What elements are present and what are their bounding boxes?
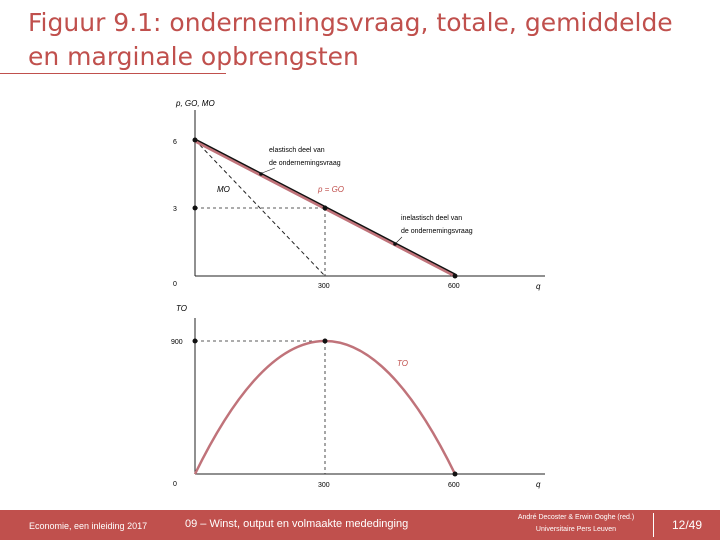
footer-authors-line1: André Decoster & Erwin Ooghe (red.) (517, 514, 635, 521)
point-max (323, 339, 328, 344)
point-600 (453, 274, 458, 279)
label-inelastic-2: de ondernemingsvraag (401, 228, 473, 235)
pointer-inelastic (396, 237, 402, 243)
label-mo: MO (217, 185, 230, 194)
bottom-x-tick-300: 300 (318, 482, 330, 489)
top-y-tick-0: 0 (173, 281, 177, 288)
top-x-axis-label: q (536, 282, 541, 291)
top-y-tick-3: 3 (173, 206, 177, 213)
top-graph (173, 99, 545, 291)
slide-title: Figuur 9.1: ondernemingsvraag, totale, gemiddelde en marginale opbrengsten (28, 8, 673, 71)
top-y-axis-label: p, GO, MO (176, 99, 215, 108)
footer-bar (0, 510, 720, 540)
footer-authors-line2: Universitaire Pers Leuven (535, 526, 617, 533)
point-to-600 (453, 472, 458, 477)
top-y-tick-6: 6 (173, 139, 177, 146)
bottom-x-tick-600: 600 (448, 482, 460, 489)
pointer-elastic (262, 168, 275, 173)
point-900 (193, 339, 198, 344)
label-to: TO (397, 359, 408, 368)
footer-book-title: Economie, een inleiding 2017 (29, 521, 148, 531)
footer-authors (506, 512, 646, 536)
bottom-graph (171, 304, 545, 489)
footer-chapter: 09 – Winst, output en volmaakte mededinging (185, 518, 409, 530)
point-6 (193, 138, 198, 143)
label-elastic-1: elastisch deel van (269, 147, 325, 154)
bottom-y-tick-900: 900 (171, 339, 183, 346)
bottom-y-axis-label: TO (176, 304, 187, 313)
label-elastic-2: de ondernemingsvraag (269, 160, 341, 167)
bottom-y-tick-0: 0 (173, 481, 177, 488)
label-p-go: p = GO (318, 185, 345, 194)
point-3 (193, 206, 198, 211)
top-x-tick-300: 300 (318, 283, 330, 290)
footer-separator (653, 513, 654, 537)
page-number: 12/49 (672, 518, 703, 532)
bottom-x-axis-label: q (536, 480, 541, 489)
label-inelastic-1: inelastisch deel van (401, 215, 463, 222)
top-x-tick-600: 600 (448, 283, 460, 290)
point-mid (323, 206, 328, 211)
